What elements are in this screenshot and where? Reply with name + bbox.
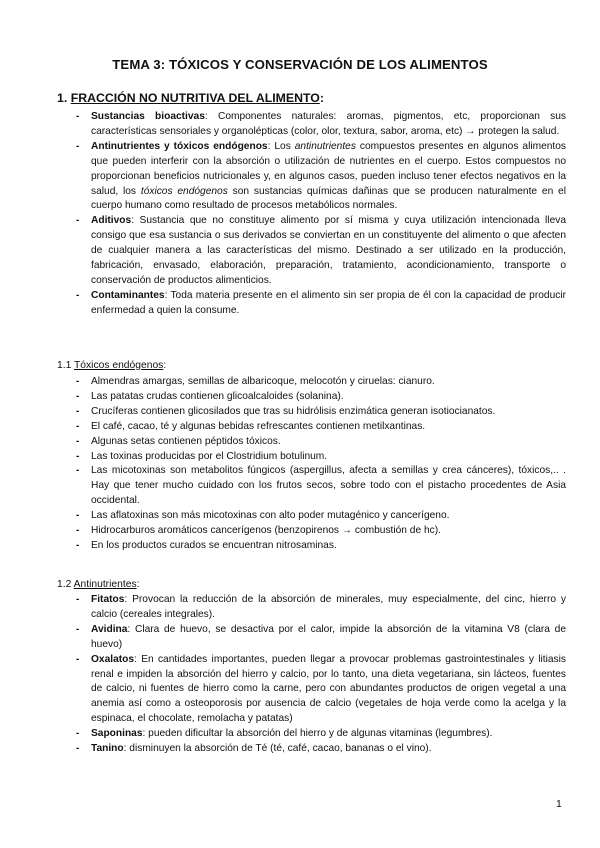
page-number: 1	[556, 798, 562, 810]
section-1-colon: :	[319, 91, 324, 105]
list-item: - Hidrocarburos aromáticos cancerígenos (benzopirenos → combustión de hc).	[76, 524, 566, 539]
list-item: - Contaminantes: Toda materia presente en el alimento sin ser propia de él con la capacidad de producir enfermedad a quien la consume.	[76, 289, 566, 319]
list-item: - Oxalatos: En cantidades importantes, pueden llegar a provocar problemas gastrointestinales y litiasis renal e impiden la absorción del hierro y calcio, por lo tanto, una dieta vegetariana, sin lácteos, fuentes de calcio, ni fuentes de hierro como la carne, pero con abundantes productos de origen vegetal a una anemia así como a osteoporosis por ausencia de calcio (vegetales de hoja verde como la acelga y la espinaca, el chocolate, remolacha y patatas)	[76, 653, 566, 728]
list-item: - Avidina: Clara de huevo, se desactiva por el calor, impide la absorción de la vitamina V8 (clara de huevo)	[76, 623, 566, 653]
list-item: - Las micotoxinas son metabolitos fúngicos (aspergillus, afecta a semillas y crea cánceres), tóxicos,.. . Hay que tener mucho cuidado con los frutos secos, sobre todo con el pistacho procedentes de Asia occidental.	[76, 464, 566, 509]
section-1-1-heading: 1.1 Tóxicos endógenos:	[57, 360, 167, 371]
section-1-list	[76, 110, 566, 319]
section-1-1-list	[76, 375, 566, 554]
list-item: - Fitatos: Provocan la reducción de la absorción de minerales, muy especialmente, del cinc, hierro y calcio (cereales integrales).	[76, 593, 566, 623]
list-item: - Almendras amargas, semillas de albaricoque, melocotón y ciruelas: cianuro.	[76, 375, 566, 390]
list-item: - El café, cacao, té y algunas bebidas refrescantes contienen metilxantinas.	[76, 420, 566, 435]
section-1-2-heading: 1.2 Antinutrientes:	[57, 579, 140, 590]
list-item: - Tanino: disminuyen la absorción de Té (té, café, cacao, bananas o el vino).	[76, 742, 566, 757]
list-item: - Las toxinas producidas por el Clostridium botulinum.	[76, 450, 566, 465]
list-item: - Sustancias bioactivas: Componentes naturales: aromas, pigmentos, etc, proporcionan sus características sensoriales y organolépticas (color, olor, textura, sabor, aroma, etc) → protegen la salud.	[76, 110, 566, 140]
list-item: - Antinutrientes y tóxicos endógenos: Los antinutrientes compuestos presentes en algunos alimentos que pueden interferir con la absorción o utilización de nutrientes en el cuerpo. Estos compuestos no proporcionan beneficios nutricionales y, en algunos casos, pueden incluso tener efectos negativos en la salud, los tóxicos endógenos son sustancias químicas dañinas que se producen naturalmente en el cuerpo humano como resultado de procesos metabólicos normales.	[76, 140, 566, 215]
section-1-title: FRACCIÓN NO NUTRITIVA DEL ALIMENTO	[70, 91, 320, 105]
list-item: - Aditivos: Sustancia que no constituye alimento por sí misma y cuya utilización intencionada lleva consigo que esa sustancia o sus derivados se conviertan en un constituyente del alimento o que afecten de cualquier manera a las características del mismo. Destinado a ser utilizado en la producción, fabricación, envasado, elaboración, preparación, tratamiento, acondicionamiento, transporte o conservación de productos alimenticios.	[76, 214, 566, 289]
list-item: - Las aflatoxinas son más micotoxinas con alto poder mutagénico y cancerígeno.	[76, 509, 566, 524]
list-item: - Las patatas crudas contienen glicoalcaloides (solanina).	[76, 390, 566, 405]
section-1-number: 1.	[57, 91, 68, 105]
section-1-heading	[57, 91, 324, 105]
list-item: - Crucíferas contienen glicosilados que tras su hidrólisis enzimática generan isotiocianatos.	[76, 405, 566, 420]
page-title: TEMA 3: TÓXICOS Y CONSERVACIÓN DE LOS ALIMENTOS	[112, 57, 488, 72]
list-item: - En los productos curados se encuentran nitrosaminas.	[76, 539, 566, 554]
list-item: - Saponinas: pueden dificultar la absorción del hierro y de algunas vitaminas (legumbres).	[76, 727, 566, 742]
list-item: - Algunas setas contienen péptidos tóxicos.	[76, 435, 566, 450]
section-1-2-list	[76, 593, 566, 757]
